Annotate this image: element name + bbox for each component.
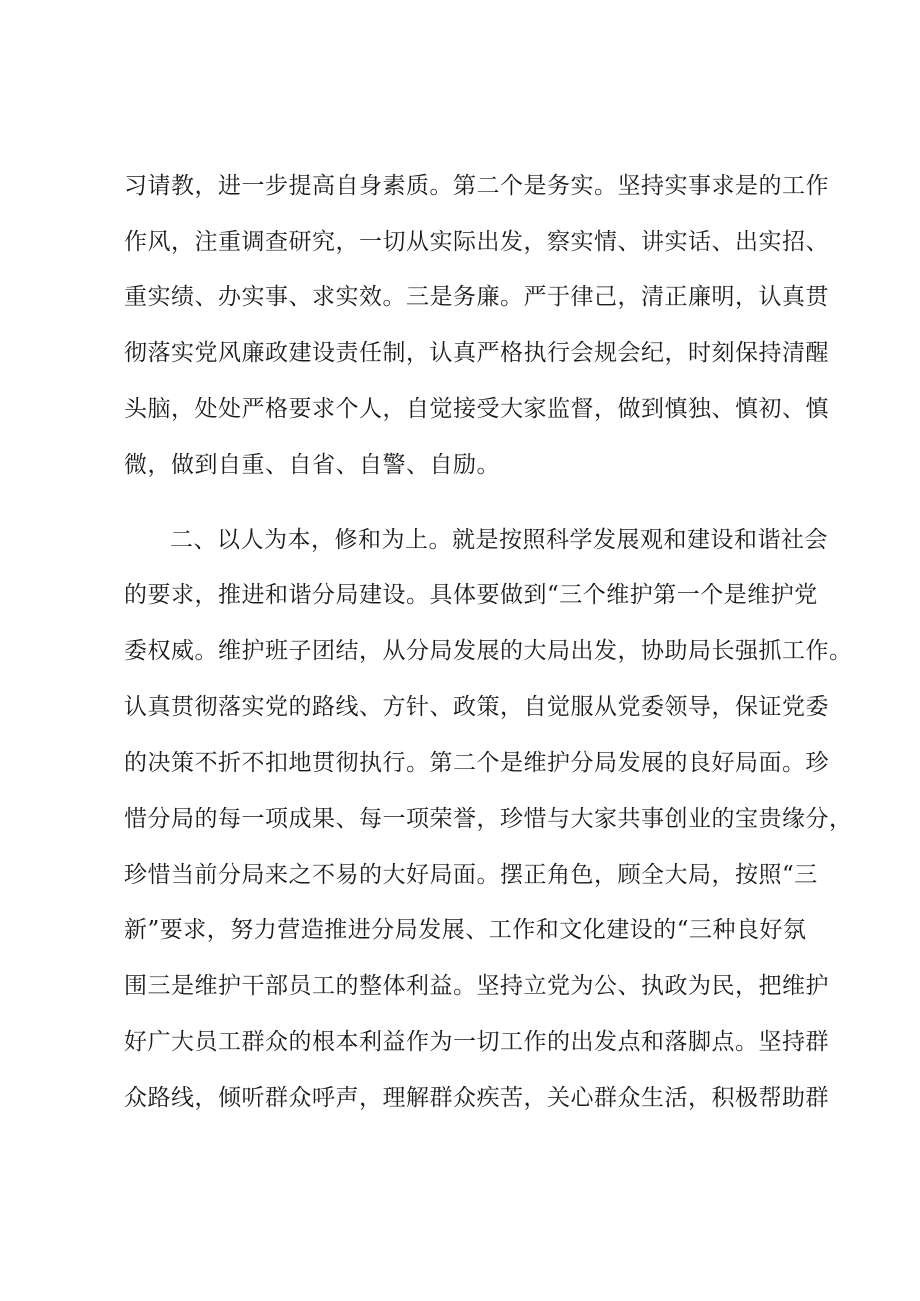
text-line-11: 的决策不折不扣地贯彻执行。第二个是维护分局发展的良好局面。珍 [124, 750, 829, 776]
text-line-5: 头脑，处处严格要求个人，自觉接受大家监督，做到慎独、慎初、慎 [124, 396, 829, 422]
text-line-15: 围三是维护干部员工的整体利益。坚持立党为公、执政为民，把维护 [124, 973, 829, 999]
text-line-4: 彻落实党风廉政建设责任制，认真严格执行会规会纪，时刻保持清醒 [124, 340, 829, 366]
text-line-3: 重实绩、办实事、求实效。三是务廉。严于律己，清正廉明，认真贯 [124, 284, 829, 310]
text-line-2: 作风，注重调查研究，一切从实际出发，察实情、讲实话、出实招、 [124, 229, 829, 255]
text-line-8: 的要求，推进和谐分局建设。具体要做到“三个维护第一个是维护党 [124, 582, 818, 608]
text-line-1: 习请教，进一步提高自身素质。第二个是务实。坚持实事求是的工作 [124, 173, 829, 199]
text-line-9: 委权威。维护班子团结，从分局发展的大局出发，协助局长强抓工作。 [124, 638, 853, 664]
text-line-10: 认真贯彻落实党的路线、方针、政策，自觉服从党委领导，保证党委 [124, 694, 829, 720]
paragraph-start-line: 二、以人为本，修和为上。就是按照科学发展观和建设和谐社会 [170, 527, 828, 553]
text-line-6: 微，做到自重、自省、自警、自励。 [124, 452, 500, 478]
text-line-12: 惜分局的每一项成果、每一项荣誉，珍惜与大家共事创业的宝贵缘分， [124, 806, 853, 832]
text-line-14: 新”要求，努力营造推进分局发展、工作和文化建设的“三种良好氛 [124, 917, 807, 943]
text-line-17: 众路线，倾听群众呼声，理解群众疾苦，关心群众生活，积极帮助群 [124, 1085, 829, 1111]
text-line-13: 珍惜当前分局来之不易的大好局面。摆正角色，顾全大局，按照“三 [124, 862, 818, 888]
text-line-16: 好广大员工群众的根本利益作为一切工作的出发点和落脚点。坚持群 [124, 1029, 829, 1055]
